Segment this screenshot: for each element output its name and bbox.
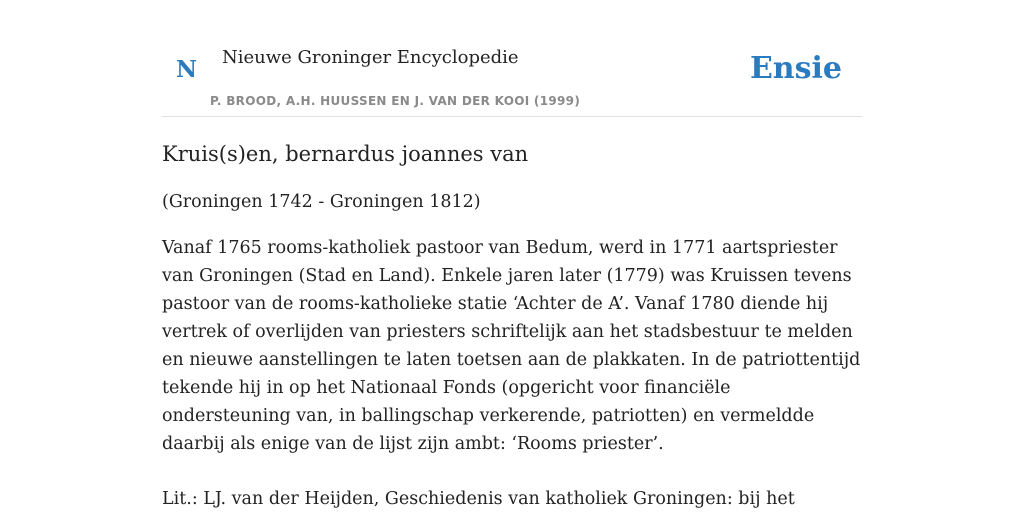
publication-authors: P. BROOD, A.H. HUUSSEN EN J. VAN DER KOOI (1999) — [210, 94, 581, 108]
entry-title: Kruis(s)en, bernardus joannes van — [162, 142, 529, 166]
entry-body-text: Vanaf 1765 rooms-katholiek pastoor van Bedum, werd in 1771 aartspriester van Groningen (Stad en Land). Enkele jaren later (1779) was Kruissen tevens pastoor van de rooms-katholieke statie ‘Achter de A’. Vanaf 1780 diende hij vertrek of overlijden van priesters schriftelijk aan het stadsbestuur te melden en nieuwe aanstellingen te laten toetsen aan de plakkaten. In de patriottentijd tekende hij in op het Nationaal Fonds (opgericht voor financiële ondersteuning van, in ballingschap verkerende, patriotten) en vermeldde daarbij als enige van de lijst zijn ambt: ‘Rooms priester’. — [162, 238, 861, 454]
ensie-logo-link[interactable]: Ensie — [749, 51, 842, 86]
publication-header — [162, 0, 862, 117]
entry-dates: (Groningen 1742 - Groningen 1812) — [162, 192, 481, 212]
publication-title-link[interactable]: Nieuwe Groninger Encyclopedie — [222, 47, 519, 68]
entry-literature: Lit.: LJ. van der Heijden, Geschiedenis van katholiek Groningen: bij het — [162, 489, 795, 509]
publication-logo-letter[interactable]: N — [176, 56, 198, 83]
entry-content — [162, 138, 862, 512]
